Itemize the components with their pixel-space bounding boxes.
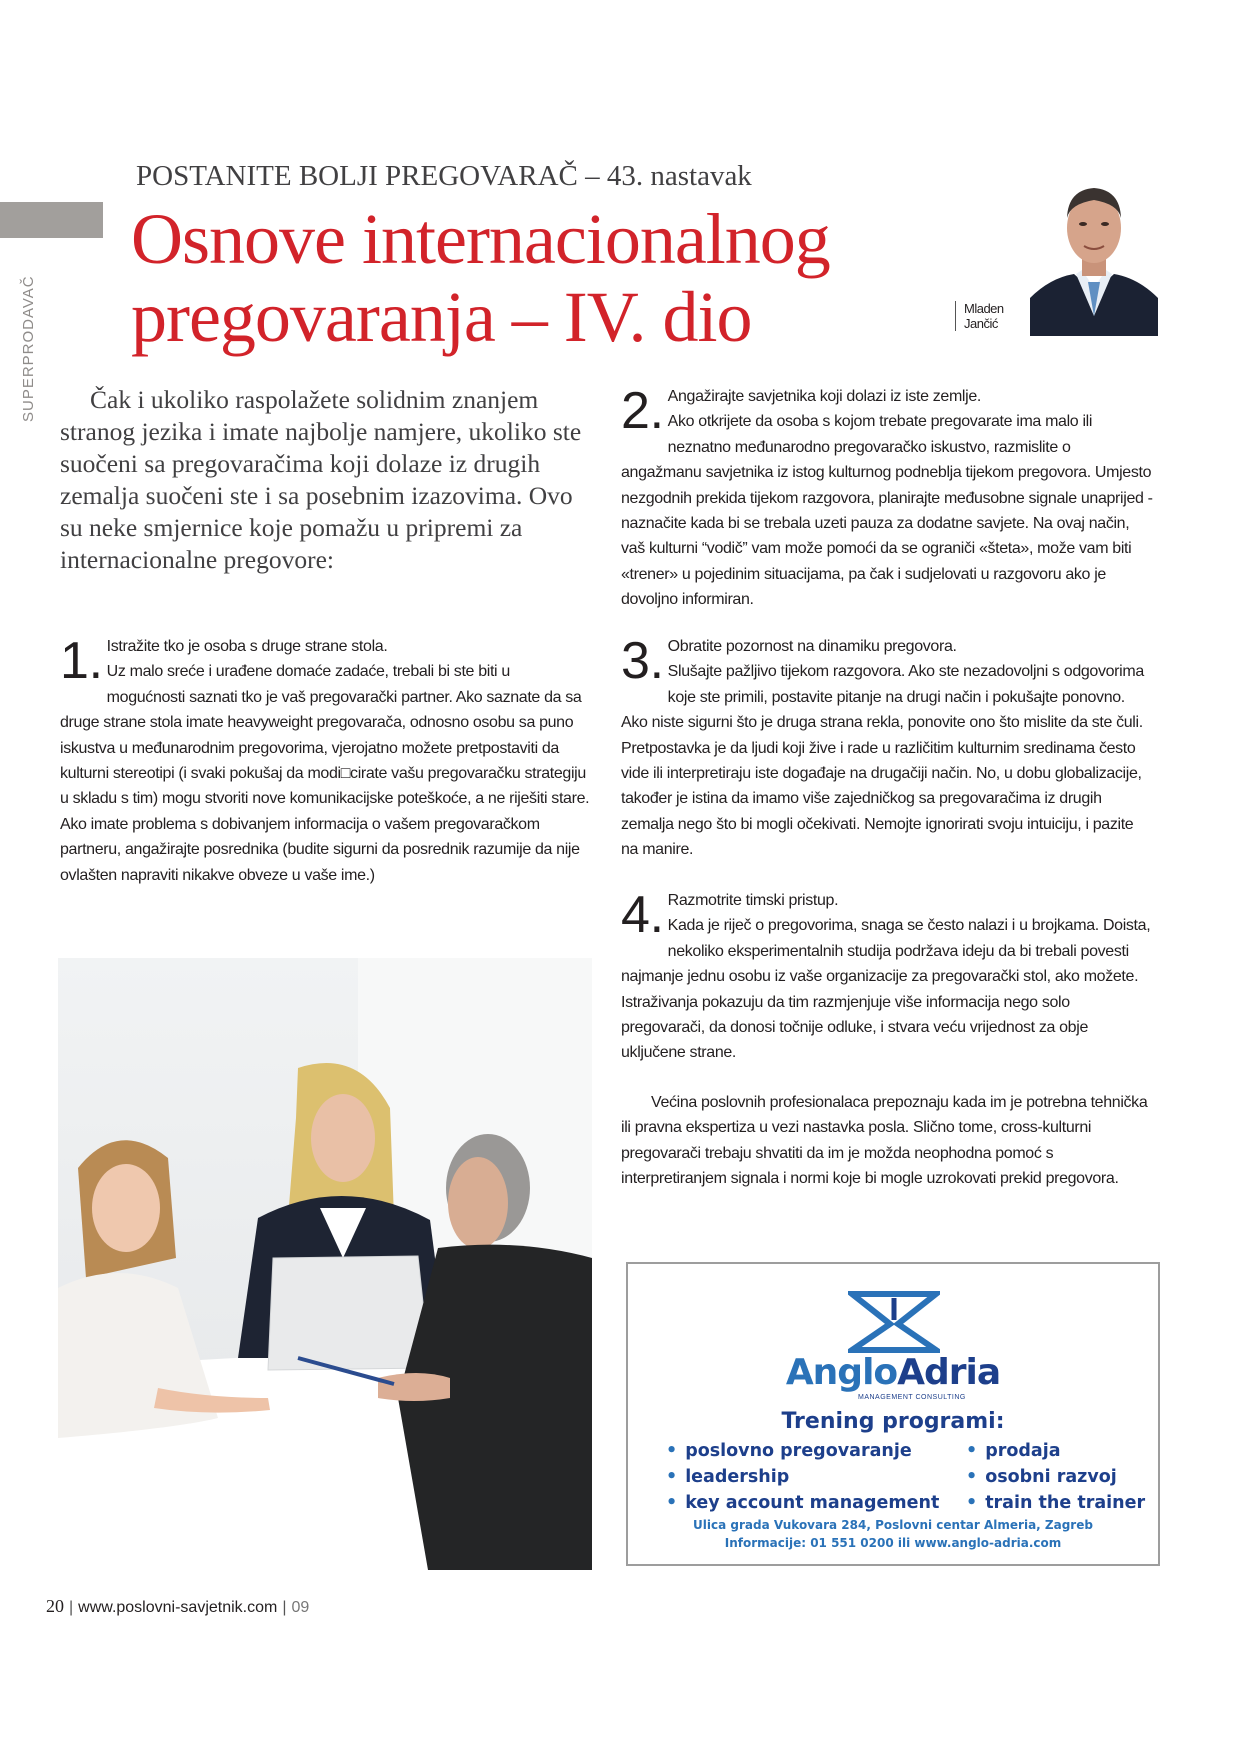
item-number: 2. bbox=[621, 382, 664, 440]
section-label: SUPERPRODAVAČ bbox=[20, 275, 37, 422]
item-heading: Istražite tko je osoba s druge strane stola. bbox=[106, 638, 388, 655]
item-body: Uz malo sreće i urađene domaće zadaće, trebali bi ste biti u mogućnosti saznati tko je vaš pregovarački partner. Ako saznate da sa druge strane stola imate heavyweight pregovarača, odnosno osobu sa puno iskustva u međunarodnim pregovorima, vjerojatno možete pretpostaviti da kulturni stereotipi (i svaki pokušaj da modi□cirate vašu pregovaračku strategiju u skladu s tim) mogu stvoriti nove komunikacijske poteškoće, a ne riješiti stare. Ako imate problema s dobivanjem informacija o vašem pregovaračkom partneru, angažirajte posrednika (budite sigurni da posrednik razumije da nije ovlašten napraviti nikakve obveze u vaše ime.) bbox=[60, 663, 590, 884]
ad-program-list-left bbox=[666, 1438, 939, 1516]
ad-program-item: • prodaja bbox=[966, 1438, 1145, 1464]
footer-website[interactable]: www.poslovni-savjetnik.com bbox=[78, 1599, 278, 1616]
item-number: 1. bbox=[60, 632, 103, 690]
guideline-item-4 bbox=[621, 888, 1153, 1066]
ad-program-item: • train the trainer bbox=[966, 1490, 1145, 1516]
issue-number: 09 bbox=[291, 1599, 310, 1616]
ad-program-list-right bbox=[966, 1438, 1145, 1516]
ad-contact[interactable]: Informacije: 01 551 0200 ili www.anglo-adria.com bbox=[724, 1536, 1062, 1550]
author-photo bbox=[1030, 166, 1158, 336]
ad-program-item: • poslovno pregovaranje bbox=[666, 1438, 939, 1464]
meeting-photo bbox=[58, 958, 592, 1570]
item-number: 4. bbox=[621, 886, 664, 944]
anglo-adria-logo bbox=[848, 1290, 940, 1359]
guideline-item-2 bbox=[621, 384, 1153, 613]
author-first-name: Mladen bbox=[964, 301, 1004, 316]
brand-part-anglo: Anglo bbox=[785, 1352, 898, 1393]
page-footer: 20 | www.poslovni-savjetnik.com | 09 bbox=[46, 1596, 310, 1616]
intro-paragraph: Čak i ukoliko raspolažete solidnim znanjem stranog jezika i imate najbolje namjere, ukoliko ste suočeni sa pregovaračima koji dolaze iz drugih zemalja suočeni ste i sa posebnim izazovima. Ovo su neke smjernice koje pomažu u pripremi za internacionalne pregovore: bbox=[60, 385, 582, 574]
ad-contact-block bbox=[628, 1516, 1158, 1552]
author-last-name: Jančić bbox=[964, 316, 998, 331]
guideline-item-1 bbox=[60, 634, 590, 888]
guideline-item-3 bbox=[621, 634, 1153, 863]
section-color-bar bbox=[0, 202, 103, 238]
item-heading: Angažirajte savjetnika koji dolazi iz iste zemlje. bbox=[667, 388, 981, 405]
page-number: 20 bbox=[46, 1596, 64, 1616]
item-body: Ako otkrijete da osoba s kojom trebate pregovarate ima malo ili neznatno međunarodno pregovaračko iskustvo, razmislite o angažmanu savjetnika iz istog kulturnog podneblja tijekom pregovora. Umjesto nezgodnih prekida tijekom razgovora, planirajte međusobne signale unaprijed - naznačite kada bi se trebala uzeti pauza za dodatne savjete. Na ovaj način, vaš kulturni “vodič” vam može pomoći da se ograniči «šteta», može vam biti «trener» u pojedinim situacijama, pa čak i sudjelovati u razgovoru ako je dovoljno informiran. bbox=[621, 413, 1153, 609]
item-body: Kada je riječ o pregovorima, snaga se često nalazi i u brojkama. Doista, nekoliko eksperimentalnih studija podržava ideju da bi trebali povesti najmanje jednu osobu iz vaše organizacije za pregovarački stol, ako možete. Istraživanja pokazuju da tim razmjenjuje više informacija nego solo pregovarači, da donosi točnije odluke, i stvara veću vrijednost za obje uključene strane. bbox=[621, 917, 1151, 1062]
item-number: 3. bbox=[621, 632, 664, 690]
ad-address: Ulica grada Vukovara 284, Poslovni centar Almeria, Zagreb bbox=[693, 1518, 1093, 1532]
author-name bbox=[955, 301, 1004, 331]
ad-program-item: • leadership bbox=[666, 1464, 939, 1490]
item-body: Slušajte pažljivo tijekom razgovora. Ako ste nezadovoljni s odgovorima koje ste primili, postavite pitanje na drugi način i pokušajte ponovno. Ako niste sigurni što je druga strana rekla, ponovite ono što mislite da ste čuli. Pretpostavka je da ljudi koji žive i rade u različitim kulturnim sredinama često vide ili interpretiraju iste događaje na drugačiji način. No, u dobu globalizacije, također je istina da imamo više zajedničkog sa pregovaračima iz drugih zemalja nego što bi mogli očekivati. Nemojte ignorirati svoju intuiciju, i pazite na manire. bbox=[621, 663, 1144, 859]
closing-paragraph: Većina poslovnih profesionalaca prepoznaju kada im je potrebna tehnička ili pravna ekspertiza u vezi nastavka posla. Slično tome, cross-kulturni pregovarači trebaju shvatiti da im je možda neophodna pomoć s interpretiranjem signala i normi koje bi mogle uzrokovati prekid pregovora. bbox=[621, 1094, 1148, 1188]
ad-brand-subtitle: MANAGEMENT CONSULTING bbox=[858, 1394, 966, 1401]
title-line-2: pregovaranja – IV. dio bbox=[131, 277, 752, 357]
ad-brand-name bbox=[628, 1352, 1158, 1393]
item-heading: Razmotrite timski pristup. bbox=[667, 892, 839, 909]
item-heading: Obratite pozornost na dinamiku pregovora. bbox=[667, 638, 957, 655]
title-line-1: Osnove internacionalnog bbox=[131, 199, 830, 279]
ad-program-item: • key account management bbox=[666, 1490, 939, 1516]
ad-heading: Trening programi: bbox=[781, 1409, 1005, 1434]
article-title bbox=[131, 200, 830, 356]
brand-part-adria: Adria bbox=[897, 1352, 1001, 1393]
series-line: POSTANITE BOLJI PREGOVARAČ – 43. nastavak bbox=[136, 160, 752, 192]
advertisement[interactable] bbox=[626, 1262, 1160, 1566]
ad-program-item: • osobni razvoj bbox=[966, 1464, 1145, 1490]
